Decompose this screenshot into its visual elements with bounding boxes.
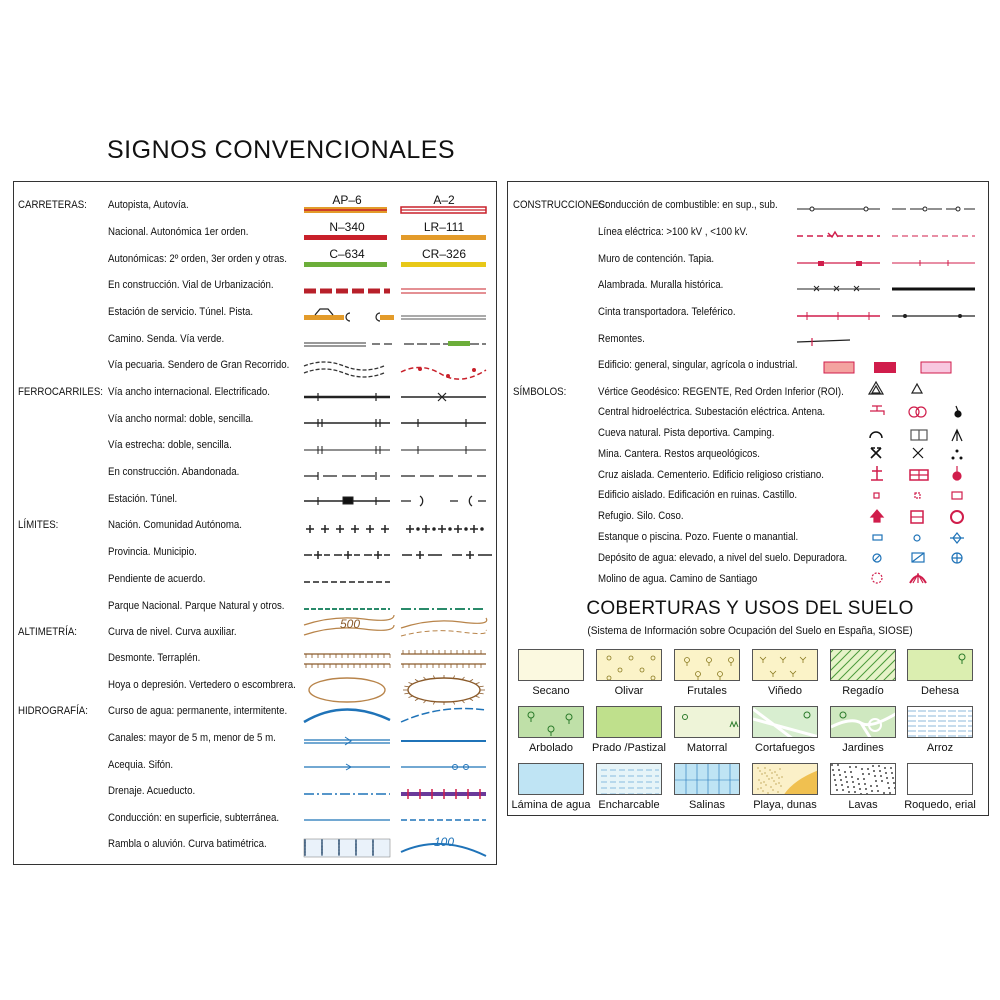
construcciones-row-label: Remontes. (598, 333, 645, 345)
coverage-swatch (674, 763, 740, 795)
simbolos-row-label: Mina. Cantera. Restos arqueológicos. (598, 448, 760, 460)
coverage-pattern (908, 650, 973, 681)
coverage-label: Lavas (848, 799, 878, 811)
legend-row-label: Desmonte. Terraplén. (108, 652, 201, 664)
simbolos-row-label: Vértice Geodésico: REGENTE, Red Orden Inferior (ROI). (598, 386, 844, 398)
coverage-label: Matorral (686, 742, 728, 754)
category-altimetria: ALTIMETRÍA: (18, 626, 77, 638)
coverage-label: Playa, dunas (753, 799, 817, 811)
legend-row-label: Estación. Túnel. (108, 493, 178, 505)
coverage-pattern (831, 764, 896, 795)
construcciones-symbols (797, 207, 975, 373)
coverage-pattern (597, 650, 662, 681)
construcciones-row-label: Edificio: general, singular, agrícola o industrial. (598, 359, 798, 371)
coverage-label: Cortafuegos (755, 742, 815, 754)
legend-row-label: Acequia. Sifón. (108, 759, 174, 771)
construcciones-row-label: Cinta transportadora. Teleférico. (598, 306, 736, 318)
coverage-label: Frutales (687, 685, 727, 697)
coverage-swatch (518, 649, 584, 681)
bathymetric-label: 100 (434, 835, 455, 849)
coverage-label: Arbolado (528, 742, 574, 754)
legend-row-label: Autopista, Autovía. (108, 199, 189, 211)
page-title: SIGNOS CONVENCIONALES (107, 136, 456, 164)
simbolos-row-label: Cruz aislada. Cementerio. Edificio religioso cristiano. (598, 469, 824, 481)
coverage-swatch (907, 763, 973, 795)
simbolos-row-label: Central hidroeléctrica. Subestación eléctrica. Antena. (598, 406, 826, 418)
coverage-label: Jardines (842, 742, 884, 754)
road-label-c634: C–634 (329, 247, 365, 261)
construcciones-row-label: Conducción de combustible: en sup., sub. (598, 199, 778, 211)
road-label-a2: A–2 (433, 193, 455, 207)
simbolos-symbols (869, 382, 964, 583)
coverage-swatch (596, 706, 662, 738)
construcciones-row-label: Alambrada. Muralla histórica. (598, 279, 724, 291)
category-limites: LÍMITES: (18, 519, 59, 531)
coverage-pattern (831, 707, 896, 738)
legend-row-label: Vía pecuaria. Sendero de Gran Recorrido. (108, 359, 290, 371)
coverage-swatch (674, 706, 740, 738)
legend-row-label: Canales: mayor de 5 m, menor de 5 m. (108, 732, 276, 744)
category-construcciones: CONSTRUCCIONES: (513, 199, 608, 211)
legend-row-label: Provincia. Municipio. (108, 546, 197, 558)
legend-row-label: Rambla o aluvión. Curva batimétrica. (108, 838, 267, 850)
legend-row-label: Hoya o depresión. Vertedero o escombrera. (108, 679, 296, 691)
coverage-label: Salinas (688, 799, 726, 811)
legend-row-label: Curva de nivel. Curva auxiliar. (108, 626, 237, 638)
road-label-cr326: CR–326 (421, 247, 467, 261)
coverage-label: Prado /Pastizal (592, 742, 666, 754)
coverage-label: Secano (532, 685, 570, 697)
coverage-swatch (907, 649, 973, 681)
coverage-swatch (674, 649, 740, 681)
category-ferrocarriles: FERROCARRILES: (18, 386, 103, 398)
coverage-pattern (753, 764, 818, 795)
legend-row-label: Curso de agua: permanente, intermitente. (108, 705, 288, 717)
coverage-label: Arroz (926, 742, 954, 754)
coverage-label: Encharcable (598, 799, 660, 811)
coverage-swatch (752, 706, 818, 738)
coverage-pattern (908, 707, 973, 738)
road-label-ap6: AP–6 (332, 193, 362, 207)
coverage-swatch (752, 649, 818, 681)
road-label-lr111: LR–111 (423, 220, 465, 234)
coverage-swatch (752, 763, 818, 795)
category-hidrografia: HIDROGRAFÍA: (18, 705, 88, 717)
legend-row-label: Vía estrecha: doble, sencilla. (108, 439, 232, 451)
simbolos-row-label: Estanque o piscina. Pozo. Fuente o manantial. (598, 531, 799, 543)
legend-row-label: Vía ancho normal: doble, sencilla. (108, 413, 254, 425)
coverage-label: Viñedo (767, 685, 803, 697)
legend-row-label: Estación de servicio. Túnel. Pista. (108, 306, 254, 318)
coverage-label: Lámina de agua (511, 799, 591, 811)
coverage-pattern (675, 764, 740, 795)
legend-row-label: En construcción. Vial de Urbanización. (108, 279, 274, 291)
legend-row-label: Nación. Comunidad Autónoma. (108, 519, 242, 531)
legend-row-label: Conducción: en superficie, subterránea. (108, 812, 280, 824)
coverage-pattern (753, 650, 818, 681)
legend-row-label: Pendiente de acuerdo. (108, 573, 206, 585)
simbolos-row-label: Refugio. Silo. Coso. (598, 510, 684, 522)
coverage-swatch (830, 763, 896, 795)
coverage-pattern (831, 650, 896, 681)
coverage-pattern (675, 707, 740, 738)
construcciones-row-label: Línea eléctrica: >100 kV , <100 kV. (598, 226, 748, 238)
construcciones-row-label: Muro de contención. Tapia. (598, 253, 715, 265)
coverage-label: Dehesa (921, 685, 959, 697)
coberturas-subtitle: (Sistema de Información sobre Ocupación del Suelo en España, SIOSE) (587, 625, 913, 637)
coverage-pattern (675, 650, 740, 681)
coverage-swatch (907, 706, 973, 738)
coverage-label: Olivar (614, 685, 644, 697)
simbolos-row-label: Edificio aislado. Edificación en ruinas. Castillo. (598, 489, 798, 501)
coverage-swatch (830, 649, 896, 681)
legend-row-label: Autonómicas: 2º orden, 3er orden y otras. (108, 253, 287, 265)
coverage-swatch (830, 706, 896, 738)
category-carreteras: CARRETERAS: (18, 199, 87, 211)
simbolos-row-label: Depósito de agua: elevado, a nivel del suelo. Depuradora. (598, 552, 848, 564)
coverage-swatch (518, 763, 584, 795)
legend-row-label: Parque Nacional. Parque Natural y otros. (108, 600, 285, 612)
category-simbolos: SÍMBOLOS: (513, 386, 567, 398)
coverage-label: Regadío (842, 685, 884, 697)
coverage-swatch (596, 649, 662, 681)
contour-label: 500 (340, 617, 361, 631)
coverage-label: Roquedo, erial (904, 799, 976, 811)
coverage-pattern (753, 707, 818, 738)
coverage-pattern (597, 764, 662, 795)
coberturas-title: COBERTURAS Y USOS DEL SUELO (586, 598, 914, 619)
legend-row-label: Drenaje. Acueducto. (108, 785, 196, 797)
simbolos-row-label: Cueva natural. Pista deportiva. Camping. (598, 427, 775, 439)
legend-row-label: Camino. Senda. Vía verde. (108, 333, 225, 345)
simbolos-row-label: Molino de agua. Camino de Santiago (598, 573, 758, 585)
legend-row-label: En construcción. Abandonada. (108, 466, 240, 478)
legend-row-label: Nacional. Autonómica 1er orden. (108, 226, 249, 238)
coverage-swatch (518, 706, 584, 738)
coverage-pattern (519, 707, 584, 738)
coverage-swatch (596, 763, 662, 795)
road-label-n340: N–340 (329, 220, 365, 234)
legend-row-label: Vía ancho internacional. Electrificado. (108, 386, 270, 398)
